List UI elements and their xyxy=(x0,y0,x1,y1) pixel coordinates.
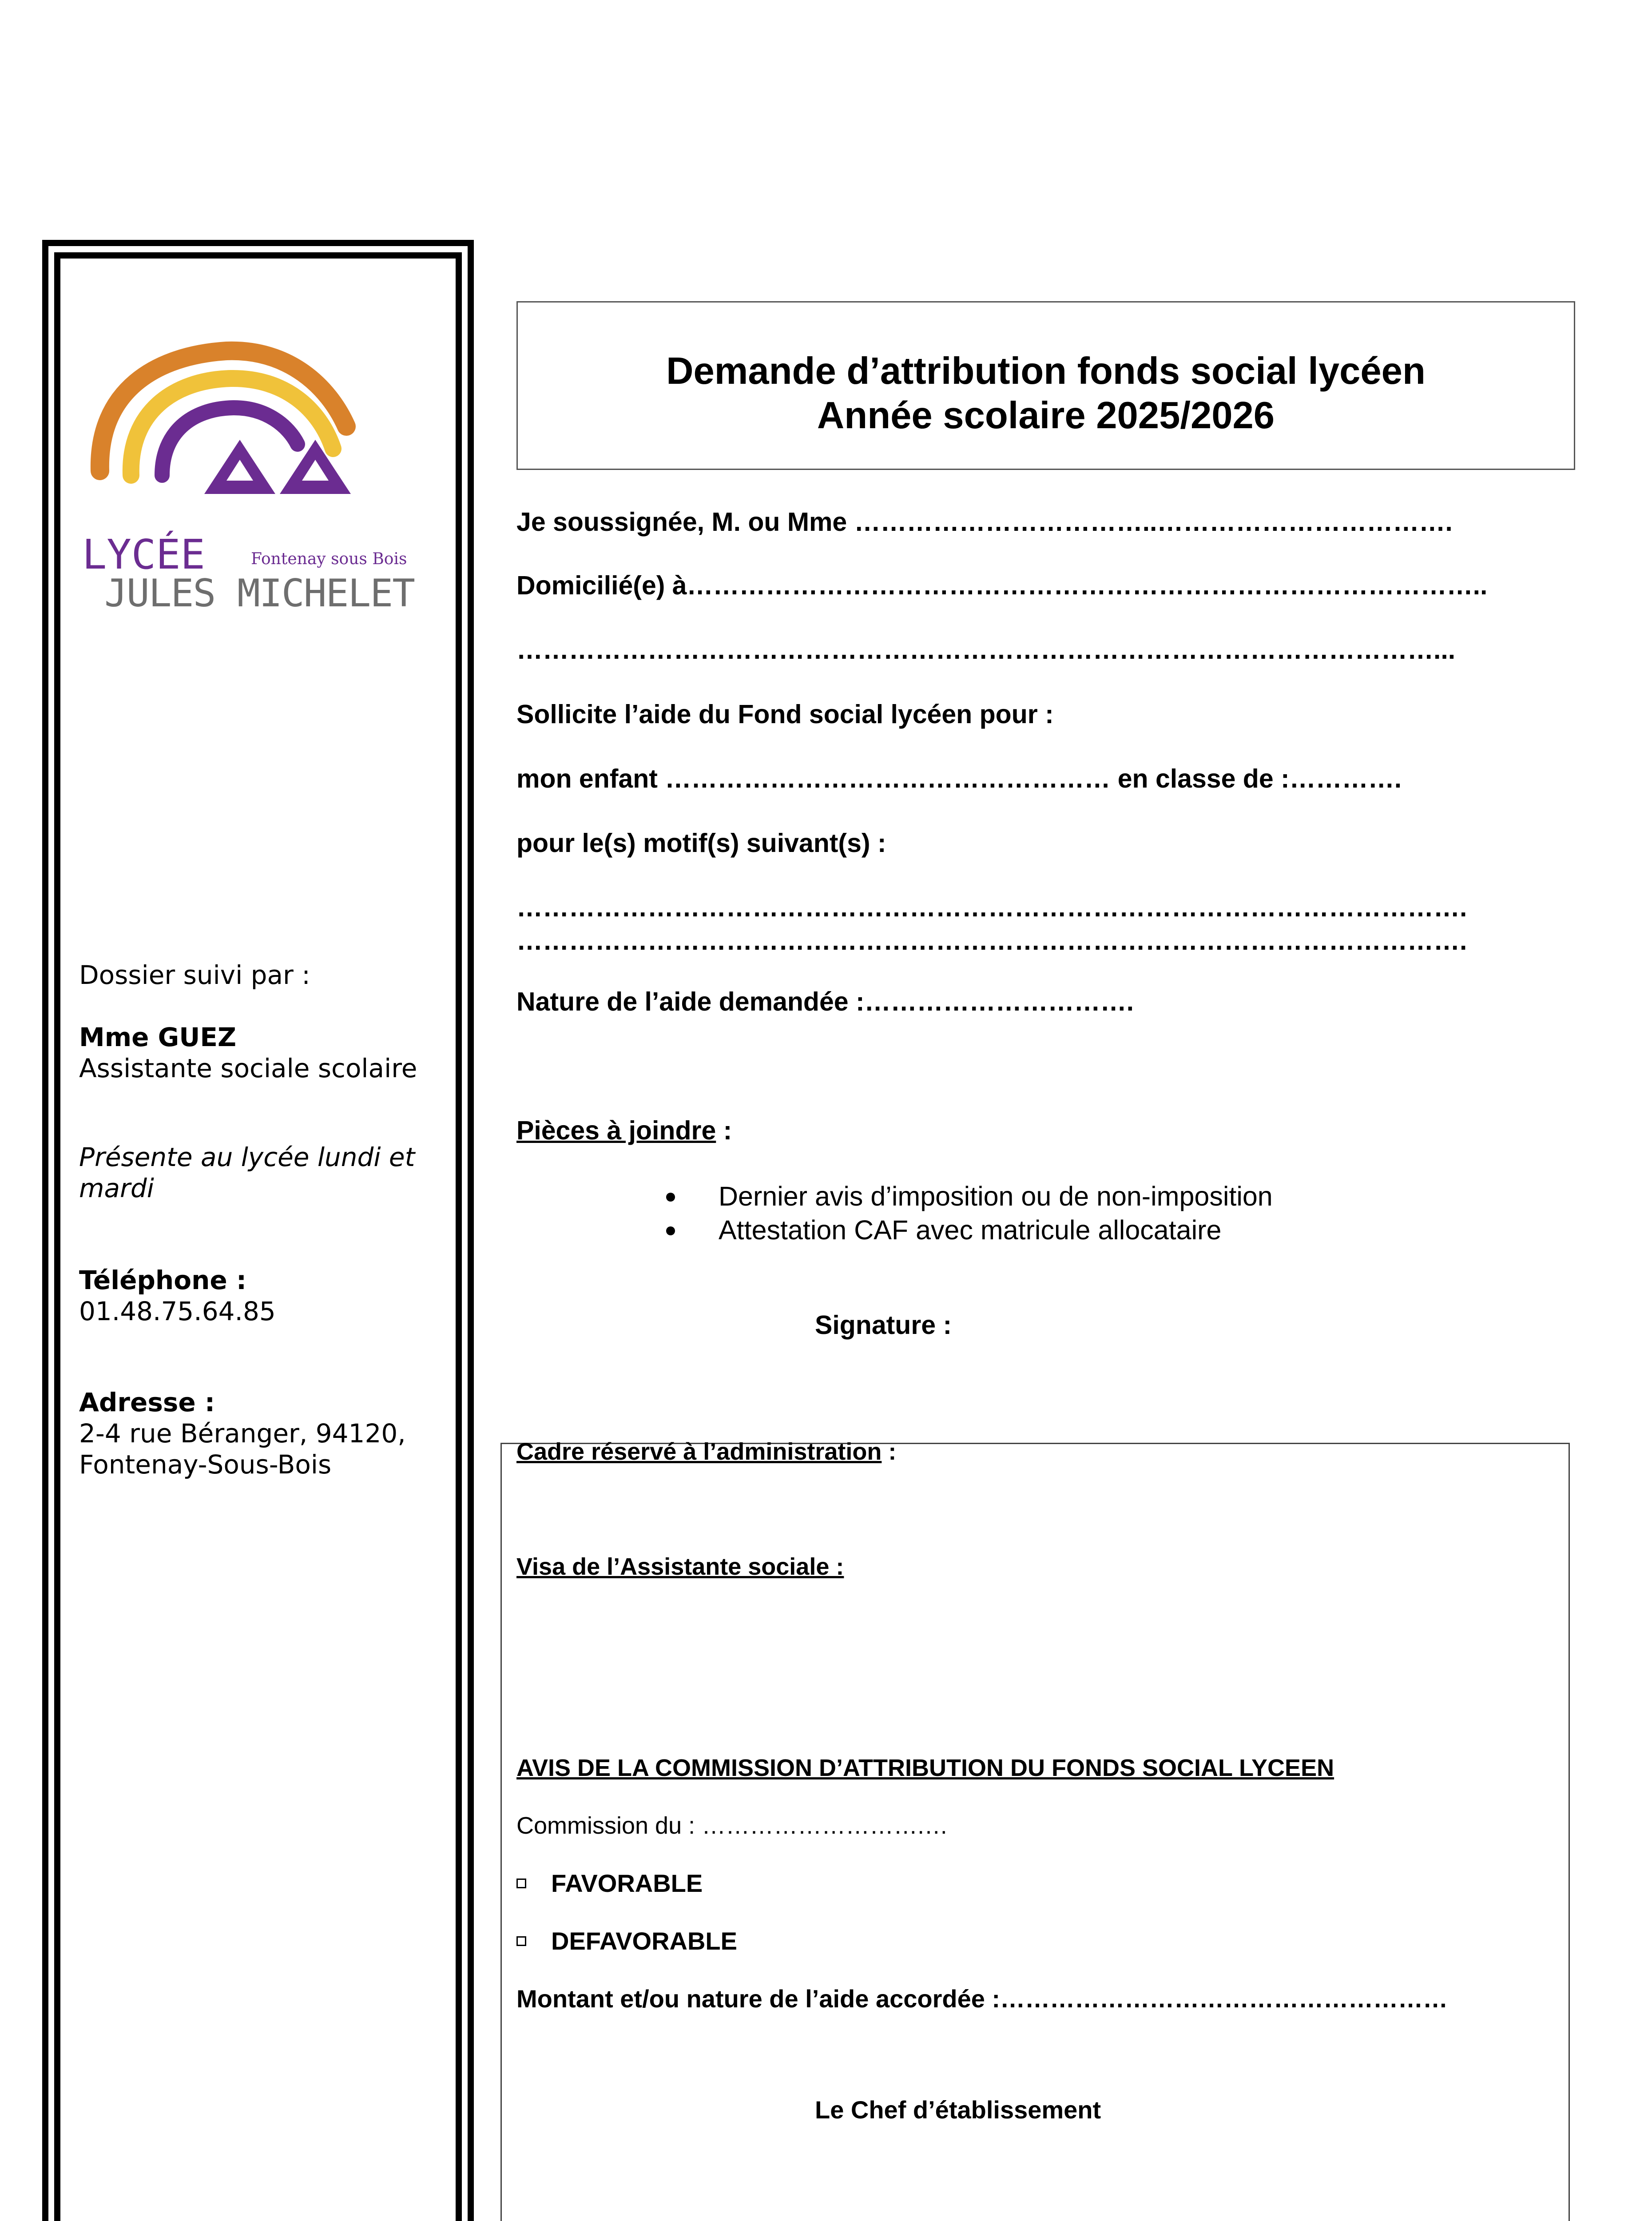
address-label: Adresse : xyxy=(79,1387,215,1417)
granted-amount-field: Montant et/ou nature de l’aide accordée :……………………………………………… xyxy=(516,1985,1448,2013)
reasons-label: pour le(s) motif(s) suivant(s) : xyxy=(516,828,886,858)
school-year: Année scolaire 2025/2026 xyxy=(817,394,1275,437)
presence-line1: Présente au lycée lundi et xyxy=(79,1142,415,1172)
signature-label: Signature : xyxy=(815,1310,952,1340)
title-box xyxy=(516,301,1575,470)
contact-name: Mme GUEZ xyxy=(79,1022,237,1052)
logo-city: Fontenay sous Bois xyxy=(251,550,407,568)
reasons-line-2: ………………………………………………………………………………………………. xyxy=(516,926,1467,955)
admin-reserved-colon: : xyxy=(882,1438,897,1465)
school-logo xyxy=(80,338,435,631)
attachments-heading xyxy=(516,1115,732,1146)
document-title: Demande d’attribution fonds social lycéen xyxy=(666,350,1426,392)
chief-signature-label: Le Chef d’établissement xyxy=(815,2096,1101,2124)
reasons-line-1: ………………………………………………………………………………………………. xyxy=(516,893,1467,922)
followed-by-label: Dossier suivi par : xyxy=(79,960,310,990)
address-line1: 2-4 rue Béranger, 94120, xyxy=(79,1418,406,1449)
logo-name-line1: LYCÉE xyxy=(82,531,205,578)
phone-label: Téléphone : xyxy=(79,1265,247,1295)
list-item xyxy=(666,1179,1273,1213)
undersigned-field: Je soussignée, M. ou Mme ……………………………..……………………………. xyxy=(516,507,1453,537)
presence-block xyxy=(79,1142,452,1204)
attachments-colon: : xyxy=(716,1116,732,1145)
attachments-label: Pièces à joindre xyxy=(516,1116,716,1145)
domicile-continuation: ……………………………………………………………………………………………... xyxy=(516,635,1456,665)
address-block xyxy=(79,1387,452,1480)
admin-reserved-heading xyxy=(516,1436,896,1467)
commission-date-field: Commission du : ……………………….… xyxy=(516,1812,949,1839)
domicile-field: Domicilié(e) à……………………………………………………………………………….. xyxy=(516,571,1488,600)
logo-name-line2: JULES MICHELET xyxy=(104,571,415,616)
aid-nature-field: Nature de l’aide demandée :…………………………. xyxy=(516,987,1134,1016)
list-item xyxy=(666,1213,1273,1247)
bullet-icon xyxy=(666,1226,675,1235)
commission-title: AVIS DE LA COMMISSION D’ATTRIBUTION DU FONDS SOCIAL LYCEEN xyxy=(516,1755,1334,1781)
request-statement: Sollicite l’aide du Fond social lycéen pour : xyxy=(516,700,1054,729)
contact-role: Assistante sociale scolaire xyxy=(79,1053,417,1083)
contact-block xyxy=(79,959,452,991)
attachments-list xyxy=(666,1179,1273,1247)
defavorable-checkbox[interactable] xyxy=(516,1936,526,1946)
visa-label: Visa de l’Assistante sociale : xyxy=(516,1553,844,1580)
contact-person xyxy=(79,1022,452,1084)
defavorable-option[interactable] xyxy=(516,1926,737,1957)
favorable-checkbox[interactable] xyxy=(516,1879,526,1888)
child-class-field: mon enfant …………………………………………… en classe de :…………. xyxy=(516,764,1402,793)
favorable-label: FAVORABLE xyxy=(551,1869,703,1897)
attachment-item-2: Attestation CAF avec matricule allocataire xyxy=(719,1215,1222,1245)
favorable-option[interactable] xyxy=(516,1868,703,1899)
presence-line2: mardi xyxy=(79,1173,154,1203)
bullet-icon xyxy=(666,1193,675,1202)
defavorable-label: DEFAVORABLE xyxy=(551,1927,737,1955)
phone-block xyxy=(79,1265,452,1327)
phone-value: 01.48.75.64.85 xyxy=(79,1296,276,1326)
attachment-item-1: Dernier avis d’imposition ou de non-imposition xyxy=(719,1181,1273,1211)
admin-reserved-label: Cadre réservé à l’administration xyxy=(516,1438,882,1465)
address-line2: Fontenay-Sous-Bois xyxy=(79,1449,332,1480)
